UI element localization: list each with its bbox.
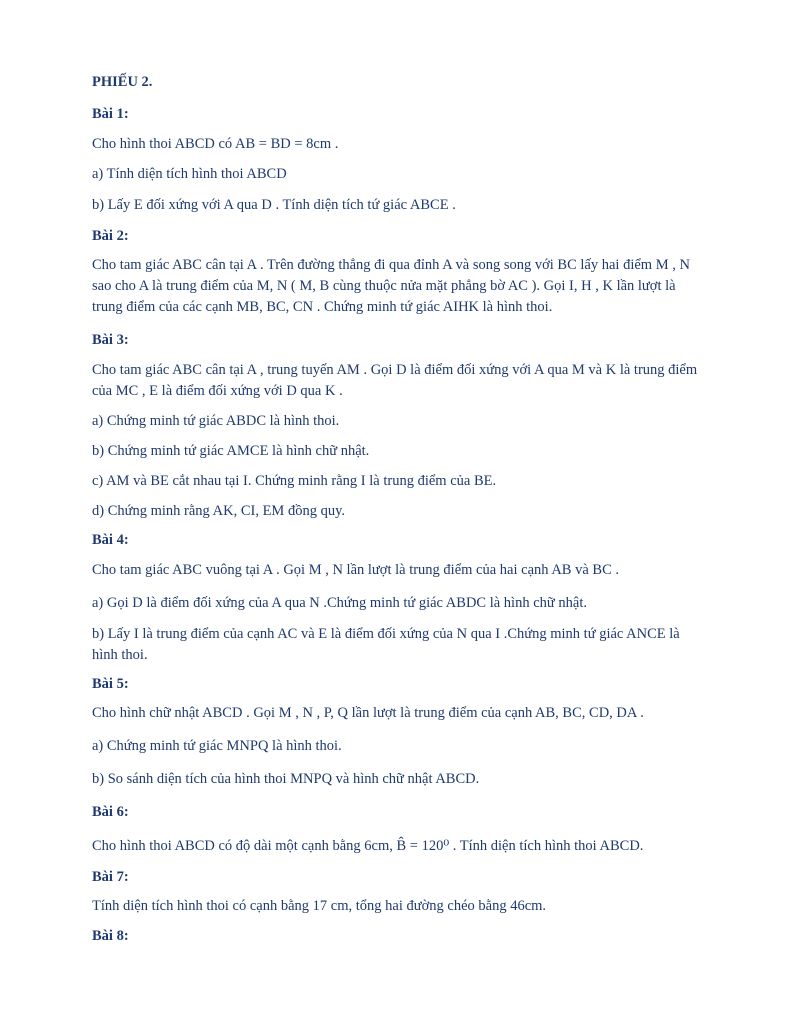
problem-2-statement: Cho tam giác ABC cân tại A . Trên đường thẳng đi qua đỉnh A và song song với BC lấy hai điểm M , N sao cho A là trung điểm của M, N ( M, B cùng thuộc nửa mặt phẳng bờ AC ). Gọi I, H , K lần lượt là trung điểm của các cạnh MB, BC, CN . Chứng minh tứ giác AIHK là hình thoi. <box>92 257 690 315</box>
problem-3-part-b: b) Chứng minh tứ giác AMCE là hình chữ nhật. <box>92 443 370 459</box>
problem-5-part-a: a) Chứng minh tứ giác MNPQ là hình thoi. <box>92 738 342 754</box>
worksheet-title: PHIẾU 2. <box>92 74 153 90</box>
problem-3-statement: Cho tam giác ABC cân tại A , trung tuyến AM . Gọi D là điểm đối xứng với A qua M và K là trung điểm của MC , E là điểm đối xứng với D qua K . <box>92 362 698 399</box>
problem-5-statement: Cho hình chữ nhật ABCD . Gọi M , N , P, Q lần lượt là trung điểm của cạnh AB, BC, CD, DA . <box>92 705 644 721</box>
problem-6-statement: Cho hình thoi ABCD có độ dài một cạnh bằng 6cm, B̂ = 120⁰ . Tính diện tích hình thoi ABCD. <box>92 838 644 854</box>
problem-1-part-a: a) Tính diện tích hình thoi ABCD <box>92 166 287 182</box>
problem-5-heading: Bài 5: <box>92 676 129 692</box>
problem-4-part-b: b) Lấy I là trung điểm của cạnh AC và E là điểm đối xứng của N qua I .Chứng minh tứ giác ANCE là hình thoi. <box>92 626 680 663</box>
problem-4-heading: Bài 4: <box>92 532 129 548</box>
problem-7-heading: Bài 7: <box>92 869 129 885</box>
problem-5-part-b: b) So sánh diện tích của hình thoi MNPQ và hình chữ nhật ABCD. <box>92 771 480 787</box>
problem-1-statement: Cho hình thoi ABCD có AB = BD = 8cm . <box>92 136 339 152</box>
problem-1-heading: Bài 1: <box>92 106 129 122</box>
problem-7-statement: Tính diện tích hình thoi có cạnh bằng 17 cm, tổng hai đường chéo bằng 46cm. <box>92 898 547 914</box>
problem-3-part-c: c) AM và BE cắt nhau tại I. Chứng minh rằng I là trung điểm của BE. <box>92 473 497 489</box>
problem-3-part-d: d) Chứng minh rằng AK, CI, EM đồng quy. <box>92 503 346 519</box>
problem-4-statement: Cho tam giác ABC vuông tại A . Gọi M , N lần lượt là trung điểm của hai cạnh AB và BC . <box>92 562 619 578</box>
problem-4-part-a: a) Gọi D là điểm đối xứng của A qua N .Chứng minh tứ giác ABDC là hình chữ nhật. <box>92 595 587 611</box>
problem-8-heading: Bài 8: <box>92 928 129 944</box>
problem-1-part-b: b) Lấy E đối xứng với A qua D . Tính diện tích tứ giác ABCE . <box>92 197 456 213</box>
problem-3-heading: Bài 3: <box>92 332 129 348</box>
problem-3-part-a: a) Chứng minh tứ giác ABDC là hình thoi. <box>92 413 340 429</box>
problem-6-heading: Bài 6: <box>92 804 129 820</box>
problem-2-heading: Bài 2: <box>92 228 129 244</box>
